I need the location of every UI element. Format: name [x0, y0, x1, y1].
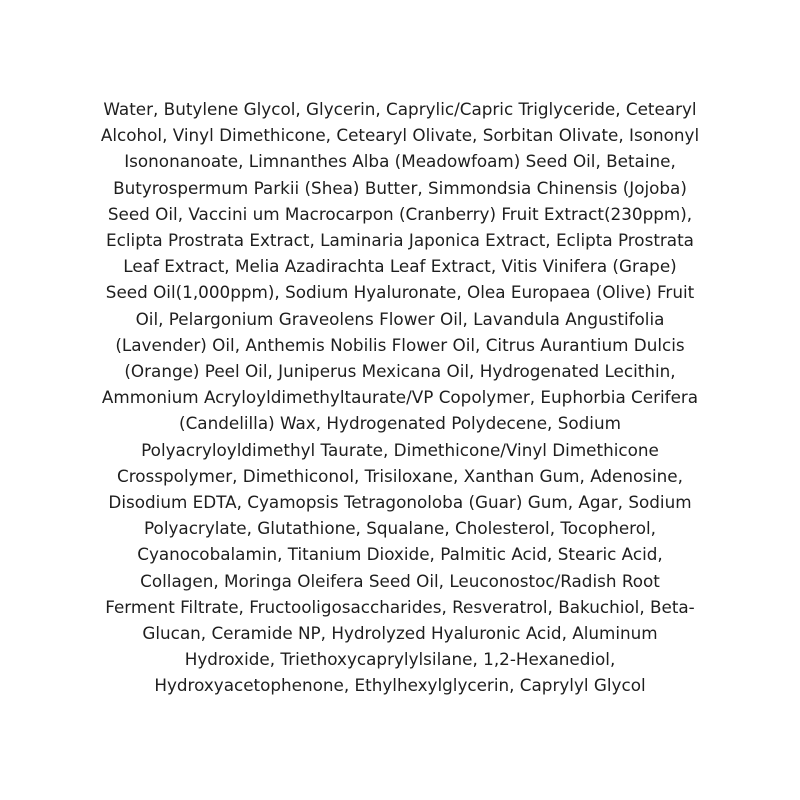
ingredients-line: Ammonium Acryloyldimethyltaurate/VP Copolymer, Euphorbia Cerifera	[101, 387, 699, 408]
ingredients-line: Polyacrylate, Glutathione, Squalane, Cholesterol, Tocopherol,	[144, 518, 656, 539]
ingredients-line: Oil, Pelargonium Graveolens Flower Oil, Lavandula Angustifolia	[135, 308, 665, 329]
ingredients-line: Alcohol, Vinyl Dimethicone, Cetearyl Olivate, Sorbitan Olivate, Isononyl	[100, 125, 700, 146]
ingredients-list	[60, 96, 740, 699]
ingredients-line: Leaf Extract, Melia Azadirachta Leaf Extract, Vitis Vinifera (Grape)	[123, 256, 677, 277]
ingredients-line: Crosspolymer, Dimethiconol, Trisiloxane, Xanthan Gum, Adenosine,	[117, 465, 683, 486]
ingredients-line: Eclipta Prostrata Extract, Laminaria Japonica Extract, Eclipta Prostrata	[106, 230, 694, 251]
ingredients-line: (Candelilla) Wax, Hydrogenated Polydecene, Sodium	[179, 413, 621, 434]
ingredients-line: Hydroxyacetophenone, Ethylhexylglycerin, Caprylyl Glycol	[154, 675, 646, 696]
ingredients-line: Ferment Filtrate, Fructooligosaccharides, Resveratrol, Bakuchiol, Beta-	[105, 596, 695, 617]
ingredients-line: Water, Butylene Glycol, Glycerin, Caprylic/Capric Triglyceride, Cetearyl	[103, 99, 697, 119]
ingredients-line: Glucan, Ceramide NP, Hydrolyzed Hyaluronic Acid, Aluminum	[142, 623, 658, 644]
ingredients-line: Polyacryloyldimethyl Taurate, Dimethicone/Vinyl Dimethicone	[141, 439, 659, 460]
ingredients-line: Butyrospermum Parkii (Shea) Butter, Simmondsia Chinensis (Jojoba)	[113, 177, 687, 198]
ingredients-line: Isononanoate, Limnanthes Alba (Meadowfoam) Seed Oil, Betaine,	[124, 151, 676, 172]
ingredients-line: Seed Oil, Vaccini um Macrocarpon (Cranberry) Fruit Extract(230ppm),	[107, 203, 693, 224]
ingredients-line: Cyanocobalamin, Titanium Dioxide, Palmitic Acid, Stearic Acid,	[137, 544, 663, 565]
ingredients-line: Seed Oil(1,000ppm), Sodium Hyaluronate, Olea Europaea (Olive) Fruit	[105, 282, 695, 303]
ingredients-line: Hydroxide, Triethoxycaprylylsilane, 1,2-Hexanediol,	[184, 649, 616, 670]
ingredients-line: (Lavender) Oil, Anthemis Nobilis Flower Oil, Citrus Aurantium Dulcis	[115, 334, 685, 355]
ingredients-line: Collagen, Moringa Oleifera Seed Oil, Leuconostoc/Radish Root	[140, 570, 660, 591]
ingredients-line: Disodium EDTA, Cyamopsis Tetragonoloba (Guar) Gum, Agar, Sodium	[108, 492, 692, 513]
ingredients-line: (Orange) Peel Oil, Juniperus Mexicana Oil, Hydrogenated Lecithin,	[124, 361, 676, 382]
